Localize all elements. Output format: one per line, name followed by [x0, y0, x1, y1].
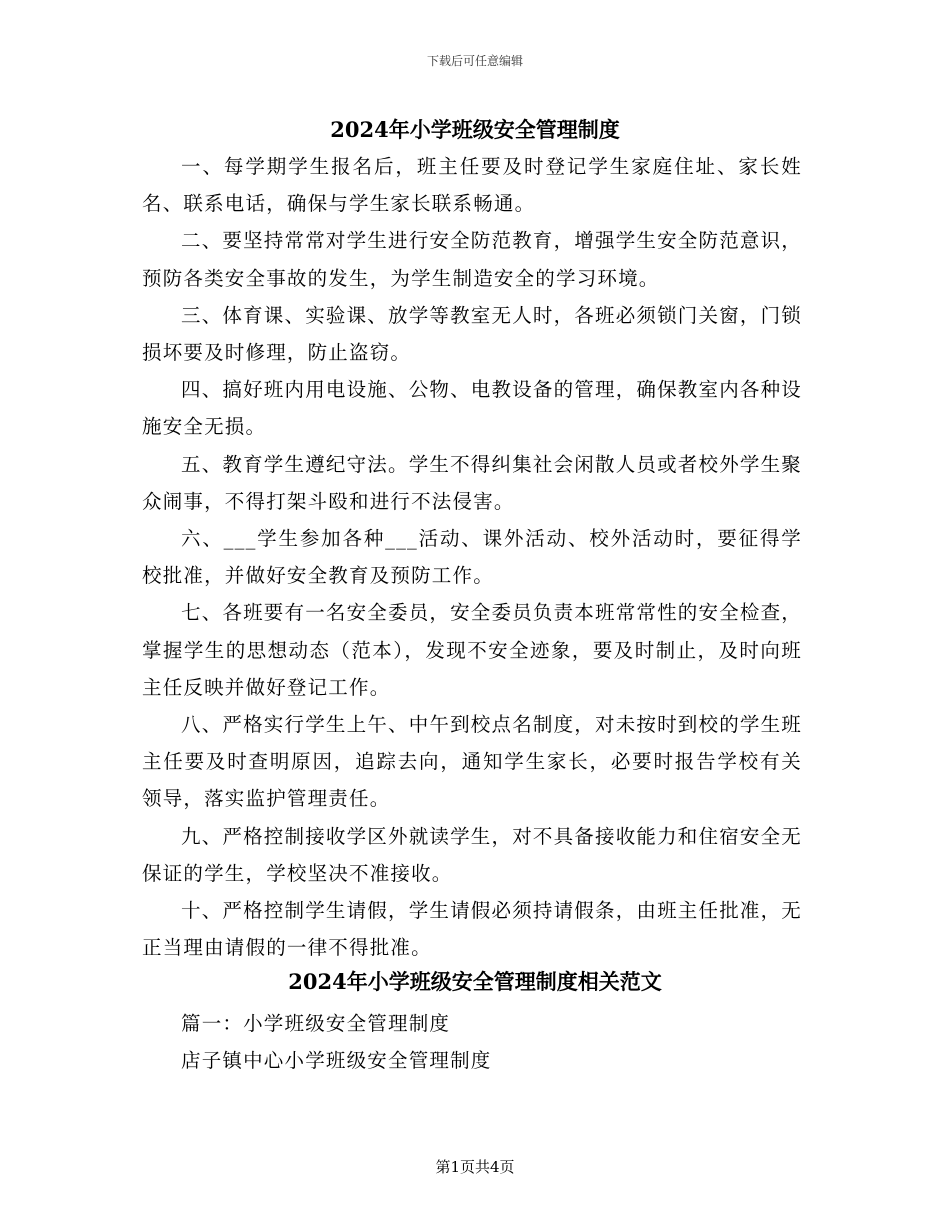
paragraph-8: 八、严格实行学生上午、中午到校点名制度，对未按时到校的学生班主任要及时查明原因，追踪去向，通知学生家长，必要时报告学校有关领导，落实监护管理责任。: [142, 713, 803, 811]
paragraph-4: 四、搞好班内用电设施、公物、电教设备的管理，确保教室内各种设施安全无损。: [142, 378, 803, 439]
paragraph-3: 三、体育课、实验课、放学等教室无人时，各班必须锁门关窗，门锁损坏要及时修理，防止盗窃。: [142, 303, 803, 365]
paragraph-5: 五、教育学生遵纪守法。学生不得纠集社会闲散人员或者校外学生聚众闹事，不得打架斗殴和进行不法侵害。: [142, 452, 803, 513]
article-subtitle: 店子镇中心小学班级安全管理制度: [181, 1049, 492, 1073]
page-footer: 第1页共4页: [435, 1158, 515, 1176]
paragraph-7: 七、各班要有一名安全委员，安全委员负责本班常常性的安全检查，掌握学生的思想动态（范本），发现不安全迹象，要及时制止，及时向班主任反映并做好登记工作。: [142, 601, 803, 699]
paragraph-9: 九、严格控制接收学区外就读学生，对不具备接收能力和住宿安全无保证的学生，学校坚决不准接收。: [142, 824, 803, 885]
paragraph-1: 一、每学期学生报名后，班主任要及时登记学生家庭住址、家长姓名、联系电话，确保与学生家长联系畅通。: [142, 155, 802, 216]
paragraph-6: 六、___学生参加各种___活动、课外活动、校外活动时，要征得学校批准，并做好安全教育及预防工作。: [142, 527, 802, 588]
paragraph-10: 十、严格控制学生请假，学生请假必须持请假条，由班主任批准，无正当理由请假的一律不得批准。: [142, 899, 803, 960]
header-note: 下载后可任意编辑: [426, 54, 523, 68]
related-section-title: 2024年小学班级安全管理制度相关范文: [288, 969, 662, 994]
related-article: [142, 1005, 802, 1079]
article-label: 篇一：小学班级安全管理制度: [181, 1012, 451, 1035]
paragraph-2: 二、要坚持常常对学生进行安全防范教育，增强学生安全防范意识，预防各类安全事故的发生，为学生制造安全的学习环境。: [142, 229, 803, 290]
document-title: 2024年小学班级安全管理制度: [330, 117, 620, 142]
document-body: [142, 148, 802, 966]
